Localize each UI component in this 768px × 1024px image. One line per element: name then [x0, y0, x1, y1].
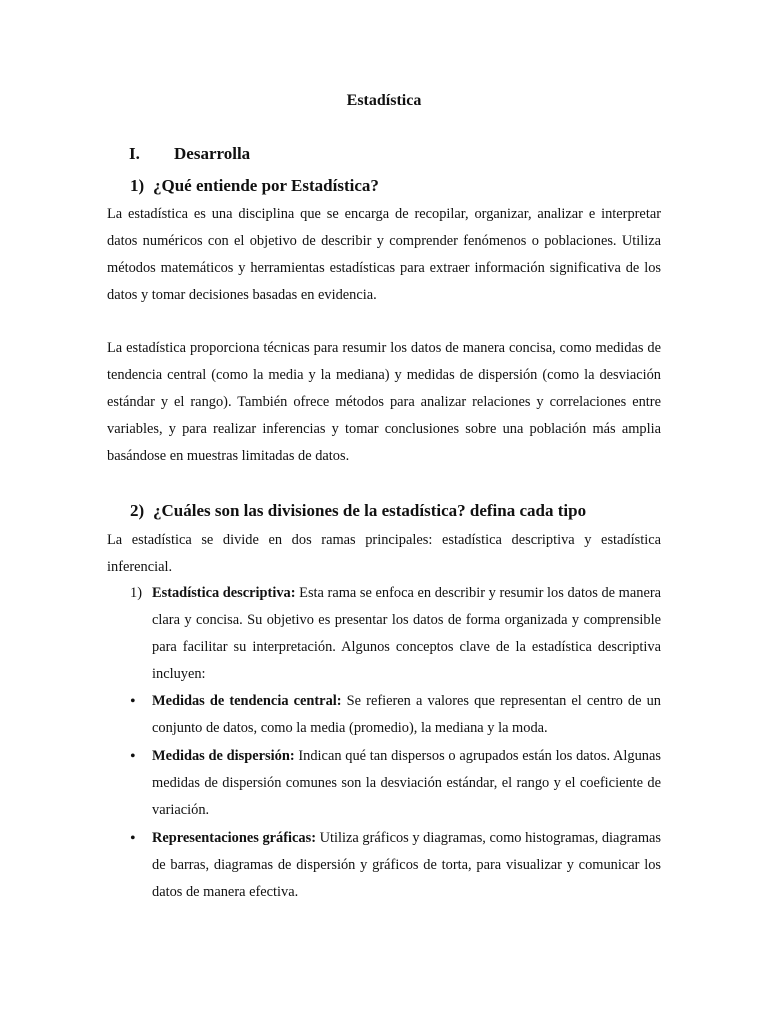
- section-heading: [129, 144, 250, 164]
- bullet-text: Indican qué tan dispersos o agrupados están los datos. Algunas medidas de dispersión comunes son la desviación estándar, el rango y el coeficiente de variación.: [152, 748, 661, 818]
- question-1-number: 1): [130, 176, 145, 195]
- question-2-label: ¿Cuáles son las divisiones de la estadística? defina cada tipo: [153, 501, 587, 520]
- bullet-marker: •: [130, 748, 136, 765]
- bullet-term: Medidas de dispersión:: [152, 748, 295, 764]
- bullet-term: Representaciones gráficas:: [152, 830, 317, 846]
- question-1-paragraph-1: La estadística es una disciplina que se encarga de recopilar, organizar, analizar e interpretar datos numéricos con el objetivo de describir y comprender fenómenos o poblaciones. Utiliza métodos matemáticos y herramientas estadísticas para extraer información significativa de los datos y tomar decisiones basadas en evidencia.: [107, 206, 661, 303]
- section-label: Desarrolla: [174, 144, 251, 163]
- bullet-text: Utiliza gráficos y diagramas, como histogramas, diagramas de barras, diagramas de dispersión y gráficos de torta, para visualizar y comunicar los datos de manera efectiva.: [152, 830, 661, 900]
- bullet-item-dispersion: [152, 743, 661, 824]
- question-2-number: 2): [130, 501, 145, 520]
- bullet-marker: •: [130, 830, 136, 847]
- question-1-heading: [130, 176, 379, 196]
- question-2-intro: La estadística se divide en dos ramas principales: estadística descriptiva y estadística inferencial.: [107, 532, 661, 575]
- section-number: I.: [129, 144, 140, 163]
- numbered-item-term: Estadística descriptiva:: [152, 585, 296, 601]
- bullet-item-tendencia: [152, 688, 661, 742]
- numbered-item-descriptiva: [152, 580, 661, 688]
- numbered-item-marker: 1): [130, 585, 142, 601]
- bullet-text: Se refieren a valores que representan el centro de un conjunto de datos, como la media (promedio), la mediana y la moda.: [152, 693, 662, 736]
- page-title: Estadística: [346, 92, 422, 109]
- bullet-marker: •: [130, 693, 136, 710]
- numbered-item-text: Esta rama se enfoca en describir y resumir los datos de manera clara y concisa. Su objetivo es presentar los datos de forma organizada y comprensible para facilitar su interpretación. Algunos conceptos clave de la estadística descriptiva incluyen:: [152, 585, 662, 682]
- question-1-paragraph-2: La estadística proporciona técnicas para resumir los datos de manera concisa, como medidas de tendencia central (como la media y la mediana) y medidas de dispersión (como la desviación estándar y el rango). También ofrece métodos para analizar relaciones y correlaciones entre variables, y para realizar inferencias y tomar conclusiones sobre una población más amplia basándose en muestras limitadas de datos.: [107, 340, 661, 464]
- question-1-label: ¿Qué entiende por Estadística?: [153, 176, 379, 195]
- question-2-heading: [130, 501, 586, 521]
- bullet-term: Medidas de tendencia central:: [152, 693, 342, 709]
- bullet-item-graficas: [152, 825, 661, 906]
